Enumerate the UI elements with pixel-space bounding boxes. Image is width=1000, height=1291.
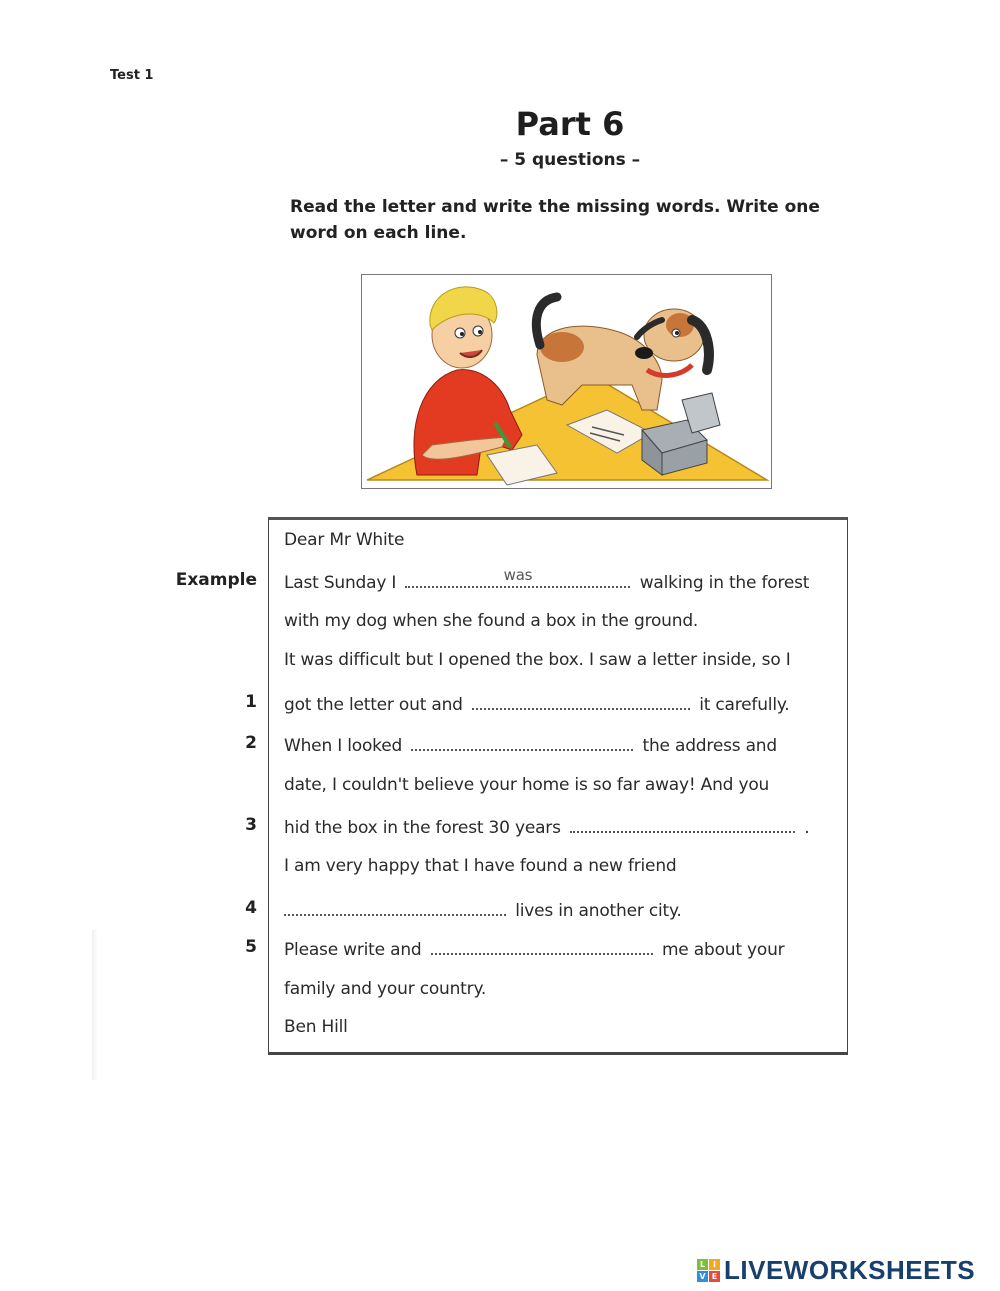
row-text-before: When I looked — [284, 736, 403, 756]
answer-blank-5[interactable] — [431, 937, 653, 955]
question-2-row — [0, 729, 1000, 759]
logo-square: E — [709, 1271, 720, 1282]
logo-square: V — [697, 1271, 708, 1282]
letter-line — [0, 852, 1000, 882]
answer-input-5[interactable] — [431, 931, 657, 953]
answer-input-2[interactable] — [411, 727, 637, 749]
row-text-before: got the letter out and — [284, 695, 463, 715]
page-title: Part 6 — [515, 105, 625, 143]
example-label: Example — [175, 570, 257, 590]
example-row — [0, 566, 1000, 596]
letter-line-text: I am very happy that I have found a new friend — [284, 856, 677, 876]
row-text-after: it carefully. — [699, 695, 790, 715]
logo-text: LIVEWORKSHEETS — [724, 1254, 976, 1285]
question-1-row — [0, 688, 1000, 718]
letter-line-text: date, I couldn't believe your home is so far away! And you — [284, 775, 770, 795]
signature-row — [0, 1013, 1000, 1043]
question-3-row — [0, 811, 1000, 841]
instructions: Read the letter and write the missing words. Write one word on each line. — [290, 197, 820, 243]
letter-line-text: family and your country. — [284, 979, 487, 999]
row-text-after: walking in the forest — [639, 573, 810, 593]
liveworksheets-logo — [697, 1255, 975, 1285]
answer-blank-1[interactable] — [472, 692, 690, 710]
logo-square: I — [709, 1259, 720, 1270]
logo-square: L — [697, 1259, 708, 1270]
row-text-after: lives in another city. — [515, 901, 682, 921]
question-number: 5 — [245, 937, 257, 957]
question-count: – 5 questions – — [499, 150, 641, 170]
illustration — [361, 274, 772, 489]
answer-blank-4[interactable] — [284, 898, 506, 916]
question-4-row — [0, 894, 1000, 924]
letter-line — [0, 607, 1000, 637]
row-text-after: the address and — [642, 736, 777, 756]
example-answer: was — [503, 566, 533, 584]
boy-dog-box-illustration — [362, 275, 771, 488]
answer-input-4[interactable] — [284, 892, 510, 914]
answer-input-1[interactable] — [472, 686, 694, 708]
logo-squares-icon — [697, 1259, 720, 1282]
letter-line-text: with my dog when she found a box in the ground. — [284, 611, 699, 631]
answer-input-3[interactable] — [570, 809, 799, 831]
letter-line — [0, 646, 1000, 676]
letter-greeting-row — [0, 526, 1000, 556]
answer-blank-3[interactable] — [570, 815, 795, 833]
question-number: 3 — [245, 815, 257, 835]
letter-greeting: Dear Mr White — [284, 530, 405, 550]
question-number: 4 — [245, 898, 257, 918]
test-label: Test 1 — [110, 68, 154, 83]
row-text-after: me about your — [661, 940, 785, 960]
row-text-after: . — [804, 818, 810, 838]
row-text-before: hid the box in the forest 30 years — [284, 818, 561, 838]
question-number: 1 — [245, 692, 257, 712]
letter-signature: Ben Hill — [284, 1017, 348, 1037]
question-number: 2 — [245, 733, 257, 753]
letter-line — [0, 771, 1000, 801]
row-text-before: Please write and — [284, 940, 422, 960]
question-5-row — [0, 933, 1000, 963]
answer-blank-2[interactable] — [411, 733, 633, 751]
example-answer-blank — [405, 566, 630, 588]
letter-line — [0, 975, 1000, 1005]
letter-line-text: It was difficult but I opened the box. I saw a letter inside, so I — [284, 650, 791, 670]
row-text-before: Last Sunday I — [284, 573, 397, 593]
